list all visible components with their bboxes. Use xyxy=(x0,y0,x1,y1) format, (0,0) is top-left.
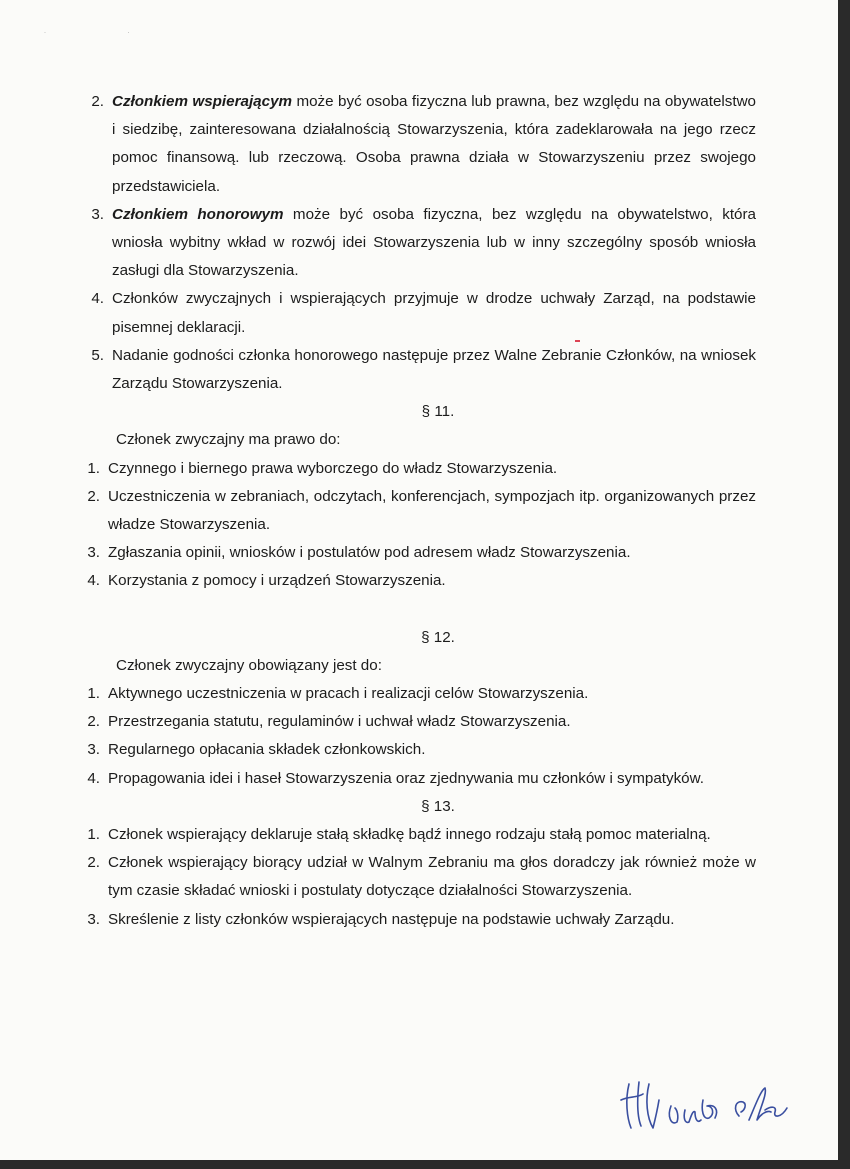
signature-stroke xyxy=(647,1084,659,1128)
list-item xyxy=(80,285,756,341)
section-heading-13: § 13. xyxy=(421,797,455,815)
item-number: 2. xyxy=(87,713,100,731)
item-body: może być osoba fizyczna lub prawna, bez względu na obywatelstwo i siedzibę, zainteresowana działalnością Stowarzyszenia, która zadeklarowała na jego rzecz pomoc finansową. lub rzeczową. Osoba prawna działa w Stowarzyszeniu przez swojego przedstawiciela. xyxy=(112,93,756,195)
list-item xyxy=(80,455,756,483)
list-item xyxy=(80,342,756,398)
section-intro: Członek zwyczajny ma prawo do: xyxy=(116,431,341,449)
list-item xyxy=(80,821,756,849)
scan-dust: · · xyxy=(44,30,170,36)
item-number: 3. xyxy=(87,544,100,562)
item-number: 2. xyxy=(87,487,100,505)
item-number: 3. xyxy=(91,205,104,223)
signature-stroke xyxy=(669,1106,677,1123)
item-text: Korzystania z pomocy i urządzeń Stowarzyszenia. xyxy=(108,572,446,590)
item-bold-term: Członkiem wspierającym xyxy=(112,93,293,110)
item-number: 3. xyxy=(87,910,100,928)
item-number: 2. xyxy=(91,93,104,110)
item-text: Skreślenie z listy członków wspierających następuje na podstawie uchwały Zarządu. xyxy=(108,910,675,928)
signature-stroke xyxy=(638,1082,641,1126)
list-item xyxy=(80,736,756,764)
document-body xyxy=(80,88,756,934)
item-body: może być osoba fizyczna, bez względu na obywatelstwo, która wniosła wybitny wkład w rozwój idei Stowarzyszenia lub w inny szczególny sposób wniosła zasługi dla Stowarzyszenia. xyxy=(112,205,757,280)
item-text xyxy=(112,201,756,286)
list-item xyxy=(80,539,756,567)
item-text: Propagowania idei i haseł Stowarzyszenia oraz zjednywania mu członków i sympatyków. xyxy=(108,769,704,787)
signature-stroke xyxy=(621,1094,643,1100)
signature-stroke xyxy=(684,1110,701,1122)
section-heading-12: § 12. xyxy=(421,628,455,646)
item-number: 5. xyxy=(91,346,104,364)
list-item xyxy=(80,849,756,905)
item-text: Uczestniczenia w zebraniach, odczytach, konferencjach, sympozjach itp. organizowanych przez władze Stowarzyszenia. xyxy=(108,487,756,534)
item-number: 1. xyxy=(87,459,100,477)
item-text: Przestrzegania statutu, regulaminów i uchwał władz Stowarzyszenia. xyxy=(108,713,571,731)
item-text: Czynnego i biernego prawa wyborczego do władz Stowarzyszenia. xyxy=(108,459,558,477)
item-text: Zgłaszania opinii, wniosków i postulatów pod adresem władz Stowarzyszenia. xyxy=(108,544,631,562)
signature-stroke xyxy=(736,1102,746,1116)
item-number: 1. xyxy=(87,685,100,703)
handwritten-signatures xyxy=(615,1070,815,1140)
item-number: 4. xyxy=(87,769,100,787)
item-number: 3. xyxy=(87,741,100,759)
list-item xyxy=(80,567,756,595)
item-text: Członek wspierający deklaruje stałą składkę bądź innego rodzaju stałą pomoc materialną. xyxy=(108,826,711,844)
item-text: Członków zwyczajnych i wspierających przyjmuje w drodze uchwały Zarząd, na podstawie pisemnej deklaracji. xyxy=(112,290,756,336)
list-item xyxy=(80,483,756,539)
item-number: 4. xyxy=(91,290,104,308)
signature-drawing xyxy=(615,1070,815,1140)
item-text: Członek wspierający biorący udział w Walnym Zebraniu ma głos doradczy jak również może w tym czasie składać wnioski i postulaty dotyczące działalności Stowarzyszenia. xyxy=(108,854,756,900)
item-number: 1. xyxy=(87,826,100,844)
signature-stroke xyxy=(749,1088,771,1120)
item-text: Regularnego opłacania składek członkowskich. xyxy=(108,741,426,759)
list-item xyxy=(80,765,756,793)
signature-stroke xyxy=(627,1084,631,1128)
item-bold-term: Członkiem honorowym xyxy=(112,205,284,223)
section-heading-11: § 11. xyxy=(421,403,455,421)
item-number: 4. xyxy=(87,572,100,590)
section-intro: Członek zwyczajny obowiązany jest do: xyxy=(116,656,382,674)
list-item xyxy=(80,906,756,934)
spacer xyxy=(80,596,756,624)
item-text: Aktywnego uczestniczenia w pracach i realizacji celów Stowarzyszenia. xyxy=(108,685,589,703)
list-item xyxy=(80,88,756,201)
list-item xyxy=(80,201,756,286)
item-text: Nadanie godności członka honorowego następuje przez Walne Zebranie Członków, na wniosek Zarządu Stowarzyszenia. xyxy=(112,346,756,393)
item-text xyxy=(112,88,756,201)
signature-stroke xyxy=(702,1100,716,1118)
list-item xyxy=(80,708,756,736)
item-number: 2. xyxy=(87,854,100,872)
list-item xyxy=(80,680,756,708)
